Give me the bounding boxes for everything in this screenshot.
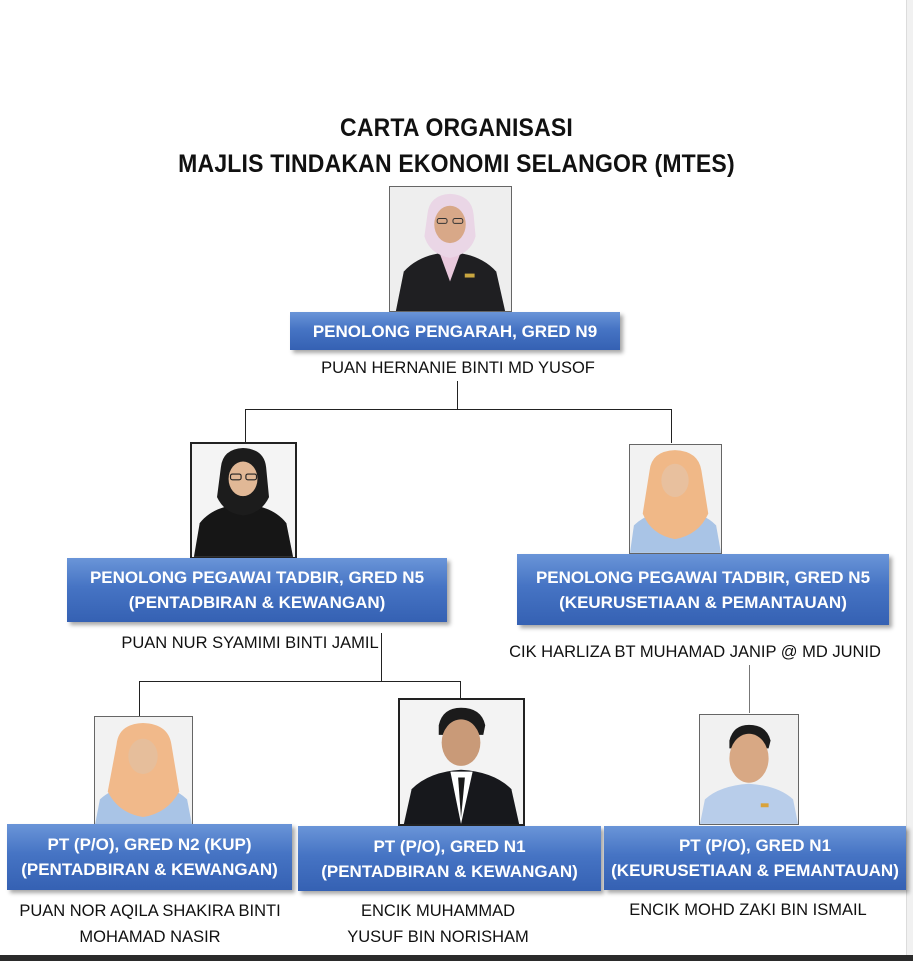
person-name: PUAN HERNANIE BINTI MD YUSOF: [321, 359, 595, 377]
person-name: ENCIK MOHD ZAKI BIN ISMAIL: [629, 901, 867, 919]
name-clerk-secretariat: [598, 897, 898, 923]
role-box-director: [290, 312, 620, 350]
photo-director: [389, 186, 512, 312]
name-admin-officer-finance: [70, 630, 430, 656]
person-portrait-icon: [390, 187, 511, 311]
photo-clerk-finance: [398, 698, 525, 826]
page-edge-bottom: [0, 955, 913, 961]
photo-clerk-kup: [94, 716, 193, 826]
connector-level2-horizontal: [139, 681, 461, 682]
role-unit: (PENTADBIRAN & KEWANGAN): [21, 860, 278, 879]
role-box-admin-officer-finance: [67, 558, 447, 622]
connector-director-down: [457, 381, 458, 409]
name-clerk-finance: [288, 898, 588, 950]
name-admin-officer-secretariat: [490, 639, 900, 665]
role-title: PENOLONG PEGAWAI TADBIR, GRED N5: [89, 568, 425, 587]
role-title: PT (P/O), GRED N2 (KUP): [47, 835, 252, 854]
connector-to-clerk-kup: [139, 681, 140, 716]
role-box-clerk-secretariat: [604, 826, 906, 890]
photo-admin-officer-finance: [190, 442, 297, 559]
role-unit: (KEURUSETIAAN & PEMANTAUAN): [611, 861, 899, 880]
role-title: PT (P/O), GRED N1: [678, 836, 832, 855]
role-unit: (KEURUSETIAAN & PEMANTAUAN): [559, 592, 847, 612]
role-box-clerk-kup: [7, 824, 292, 890]
connector-to-clerk-finance: [460, 681, 461, 698]
person-portrait-icon: [192, 444, 295, 557]
person-name: ENCIK MUHAMMAD: [360, 902, 515, 920]
connector-to-admin-secretariat: [671, 409, 672, 443]
name-clerk-kup: [0, 898, 300, 950]
role-title: PT (P/O), GRED N1: [373, 836, 526, 856]
role-title: PENOLONG PEGAWAI TADBIR, GRED N5: [535, 567, 871, 587]
role-title: PENOLONG PENGARAH, GRED N9: [312, 321, 598, 341]
person-name-cont: MOHAMAD NASIR: [79, 928, 221, 946]
chart-subtitle: MAJLIS TINDAKAN EKONOMI SELANGOR (MTES): [178, 150, 735, 178]
page-edge-right: [906, 0, 913, 961]
photo-admin-officer-secretariat: [629, 444, 722, 554]
person-portrait-icon: [400, 700, 523, 824]
role-unit: (PENTADBIRAN & KEWANGAN): [128, 593, 386, 612]
person-name-cont: YUSUF BIN NORISHAM: [347, 928, 529, 946]
name-director: [258, 355, 658, 381]
photo-clerk-secretariat: [699, 714, 799, 825]
role-box-clerk-finance: [298, 826, 601, 891]
person-portrait-icon: [95, 717, 192, 825]
person-name: PUAN NOR AQILA SHAKIRA BINTI: [19, 902, 281, 920]
person-portrait-icon: [700, 715, 798, 824]
connector-to-clerk-secretariat: [749, 665, 750, 713]
person-name: PUAN NUR SYAMIMI BINTI JAMIL: [121, 634, 379, 652]
connector-to-admin-finance: [245, 409, 246, 443]
person-name: CIK HARLIZA BT MUHAMAD JANIP @ MD JUNID: [509, 643, 881, 661]
person-portrait-icon: [630, 445, 721, 553]
chart-title: CARTA ORGANISASI: [340, 114, 573, 142]
connector-level1-horizontal: [245, 409, 672, 410]
role-box-admin-officer-secretariat: [517, 554, 889, 625]
role-unit: (PENTADBIRAN & KEWANGAN): [321, 861, 578, 881]
